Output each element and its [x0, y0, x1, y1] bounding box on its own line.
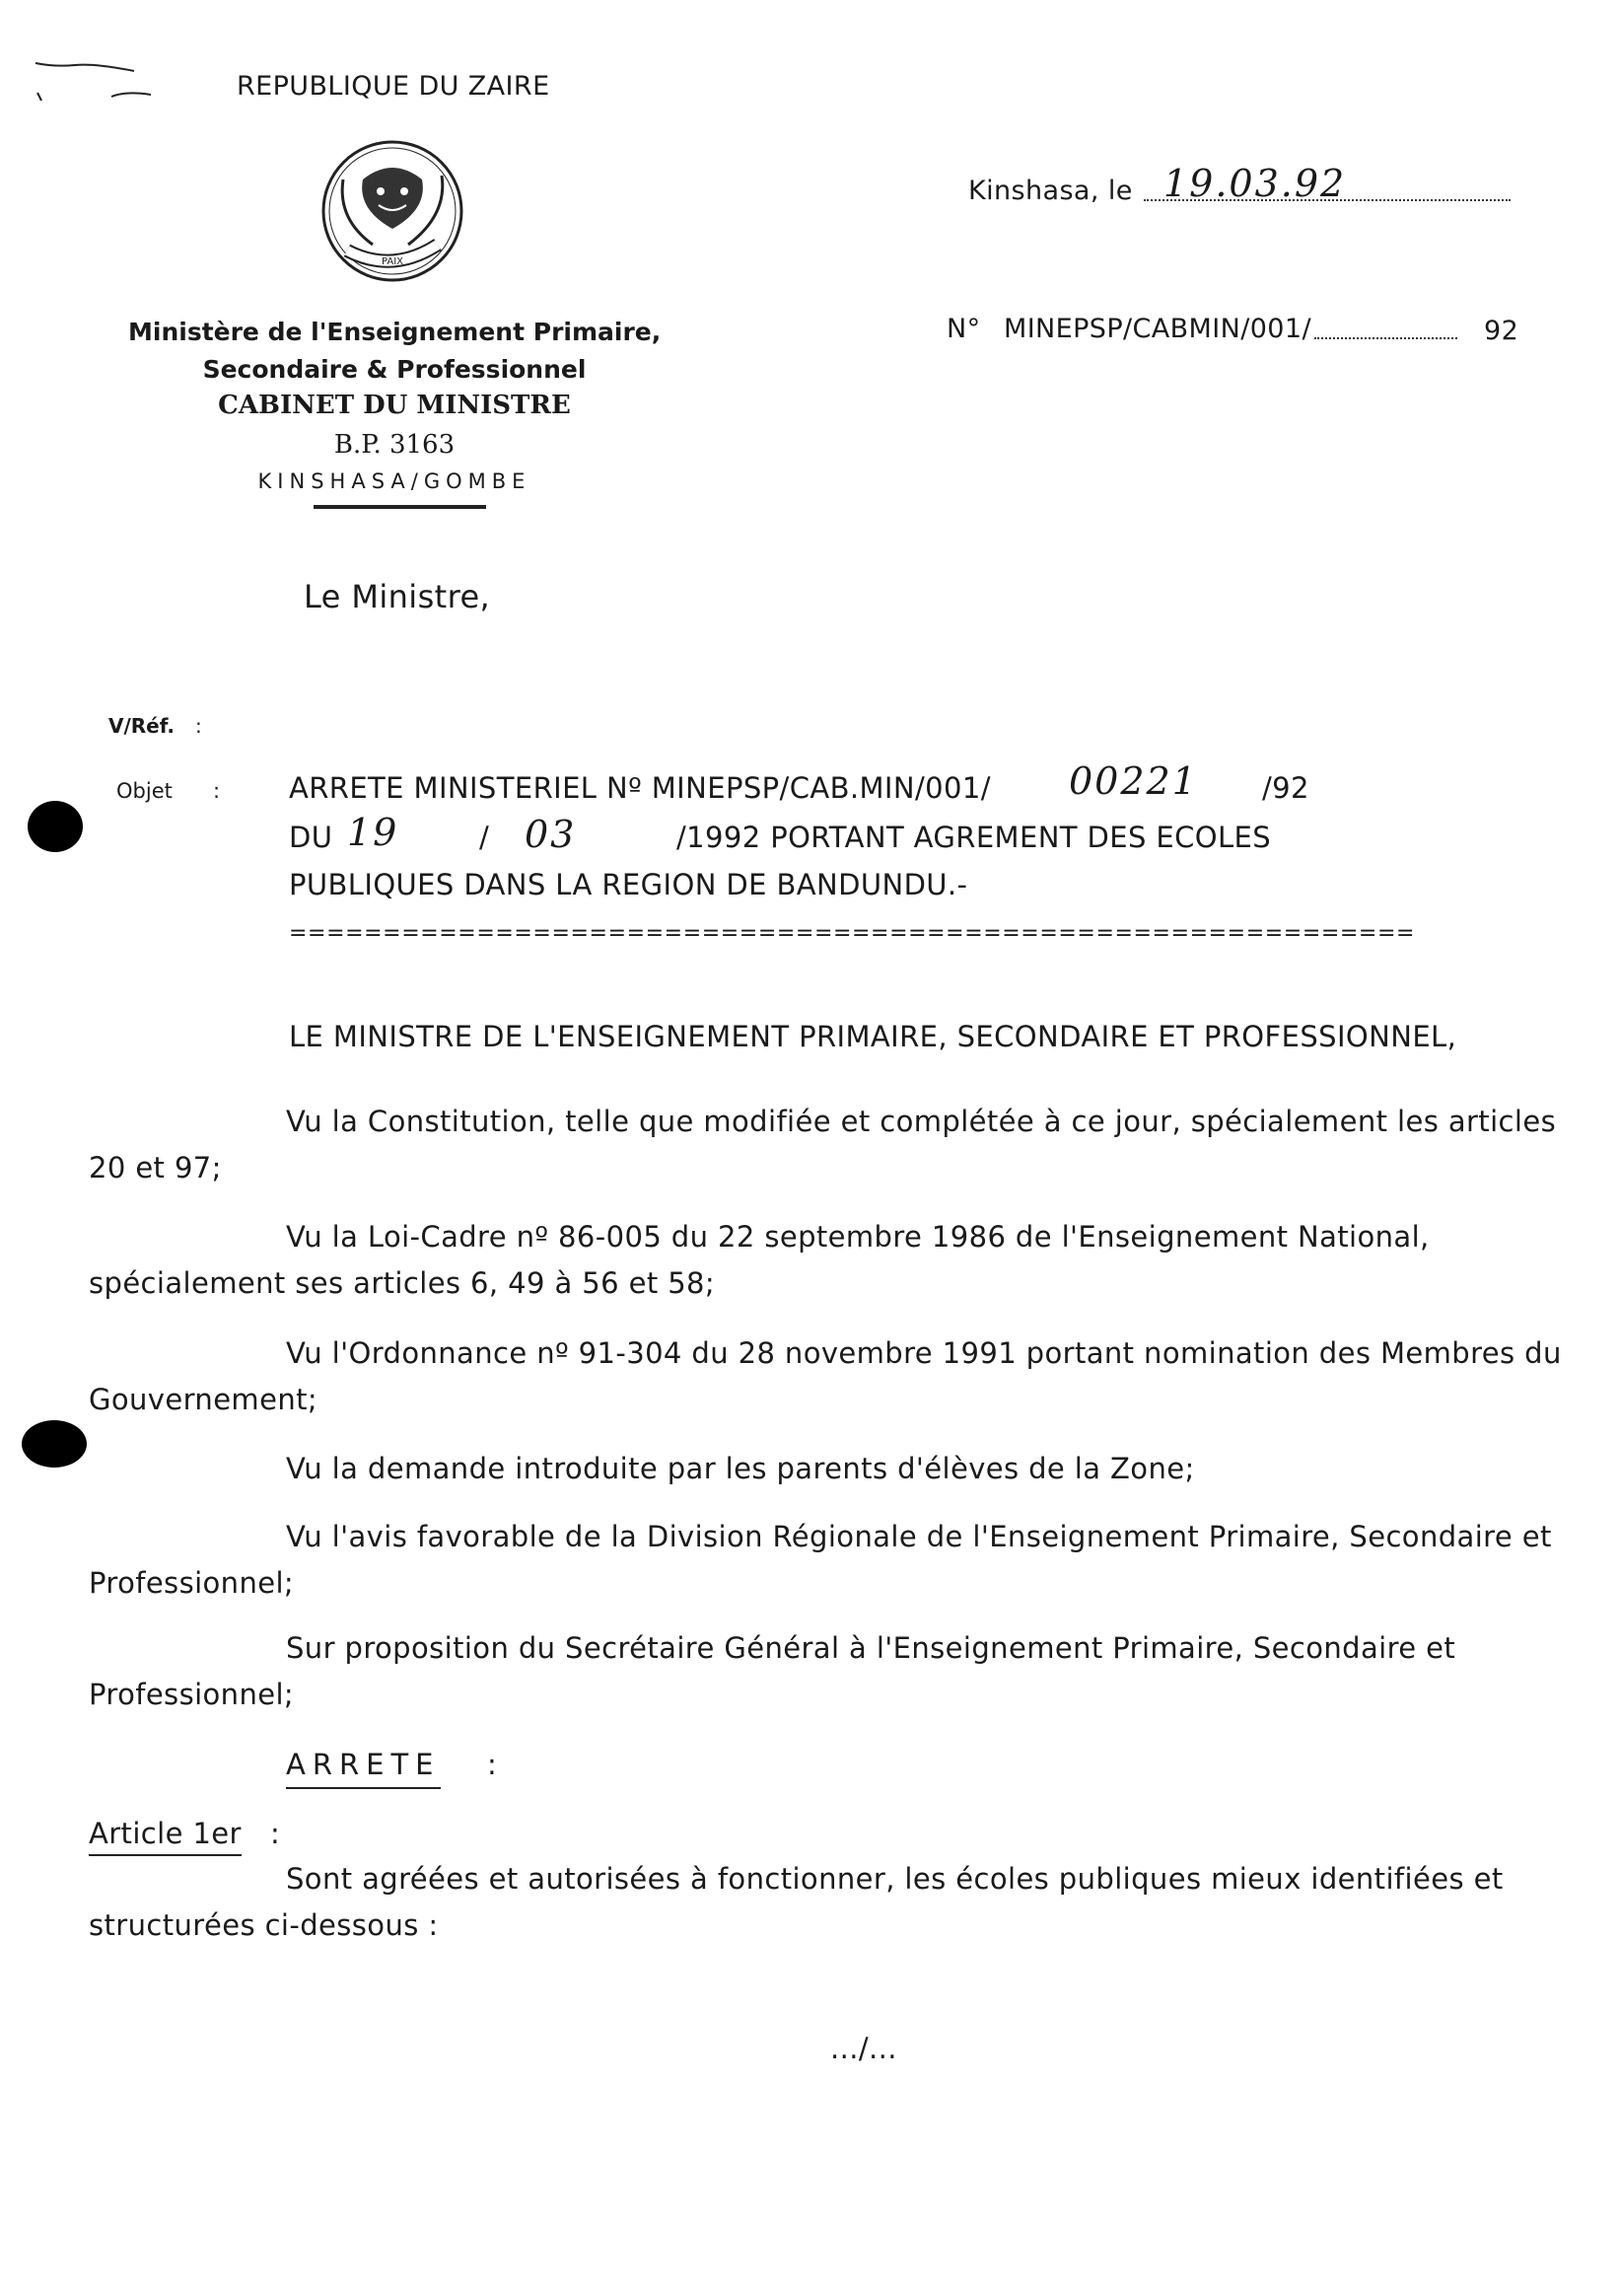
- reference-number: MINEPSP/CABMIN/001/: [1004, 314, 1311, 344]
- considerant-1: [89, 1099, 1568, 1191]
- punch-hole-mark: [28, 801, 83, 852]
- place-label: Kinshasa, le: [968, 176, 1133, 206]
- article-1-text: Sont agréées et autorisées à fonctionner, les écoles publiques mieux identifiées et structurées ci-dessous :: [89, 1862, 1504, 1942]
- considerant-2: [89, 1214, 1568, 1307]
- reference-label: N°: [947, 314, 981, 344]
- header-underline: [314, 505, 486, 509]
- considerant-5-text: Vu l'avis favorable de la Division Régionale de l'Enseignement Primaire, Secondaire et Professionnel;: [89, 1520, 1552, 1600]
- considerant-3-text: Vu l'Ordonnance nº 91-304 du 28 novembre 1991 portant nomination des Membres du Gouvernement;: [89, 1336, 1562, 1416]
- considerant-3: [89, 1330, 1568, 1423]
- ministry-block: [128, 314, 661, 389]
- considerant-4-text: Vu la demande introduite par les parents d'élèves de la Zone;: [286, 1452, 1195, 1485]
- considerant-4: [89, 1446, 1568, 1492]
- minister-heading: LE MINISTRE DE L'ENSEIGNEMENT PRIMAIRE, SECONDAIRE ET PROFESSIONNEL,: [289, 1020, 1457, 1053]
- considerant-2-text: Vu la Loi-Cadre nº 86-005 du 22 septembre 1986 de l'Enseignement National, spécialement ses articles 6, 49 à 56 et 58;: [89, 1220, 1430, 1300]
- reference-year: 92: [1484, 316, 1519, 346]
- considerant-1-text: Vu la Constitution, telle que modifiée et complétée à ce jour, spécialement les articles 20 et 97;: [89, 1105, 1557, 1184]
- objet-line1-suffix: /92: [1262, 771, 1309, 805]
- objet-label: Objet: [116, 779, 173, 803]
- republic-title: REPUBLIQUE DU ZAIRE: [237, 71, 550, 102]
- ministry-name-line2: Secondaire & Professionnel: [202, 355, 587, 384]
- addressee: Le Ministre,: [304, 578, 491, 615]
- objet-line2-rest: /1992 PORTANT AGREMENT DES ECOLES: [676, 821, 1272, 854]
- objet-line2-slash: /: [479, 821, 490, 854]
- considerant-6: [89, 1625, 1568, 1718]
- article-label: Article 1er: [89, 1817, 242, 1856]
- objet-handwritten-number: 00221: [1069, 759, 1198, 803]
- vref-label: V/Réf.: [108, 714, 175, 738]
- coat-of-arms-seal: [314, 140, 471, 288]
- considerant-5: [89, 1514, 1568, 1607]
- objet-handwritten-month: 03: [525, 813, 577, 856]
- objet-double-rule: ============================================================: [289, 921, 1416, 946]
- margin-scribble: [28, 55, 166, 114]
- arrete-colon: :: [487, 1748, 498, 1781]
- objet-colon: :: [213, 779, 221, 803]
- cabinet-title: CABINET DU MINISTRE: [218, 391, 571, 420]
- punch-hole-mark: [22, 1420, 87, 1468]
- considerant-6-text: Sur proposition du Secrétaire Général à l'Enseignement Primaire, Secondaire et Professionnel;: [89, 1631, 1456, 1711]
- postal-box: B.P. 3163: [333, 430, 456, 460]
- seal-motto: PAIX: [381, 256, 404, 267]
- date-handwritten: 19.03.92: [1163, 162, 1347, 205]
- reference-dotted-line: [1314, 337, 1457, 339]
- article-1-body: [89, 1856, 1568, 1949]
- page-continuation: .../...: [830, 2032, 897, 2065]
- objet-line2-du: DU: [289, 821, 333, 854]
- city-address: KINSHASA/GOMBE: [257, 469, 531, 493]
- ministry-name-line1: Ministère de l'Enseignement Primaire,: [128, 318, 662, 346]
- arrete-heading: ARRETE: [286, 1748, 441, 1789]
- objet-line1-prefix: ARRETE MINISTERIEL Nº MINEPSP/CAB.MIN/001/: [289, 771, 991, 805]
- vref-colon: :: [195, 714, 202, 738]
- objet-line3: PUBLIQUES DANS LA REGION DE BANDUNDU.-: [289, 868, 968, 901]
- article-colon: :: [270, 1817, 281, 1850]
- objet-handwritten-day: 19: [347, 811, 399, 854]
